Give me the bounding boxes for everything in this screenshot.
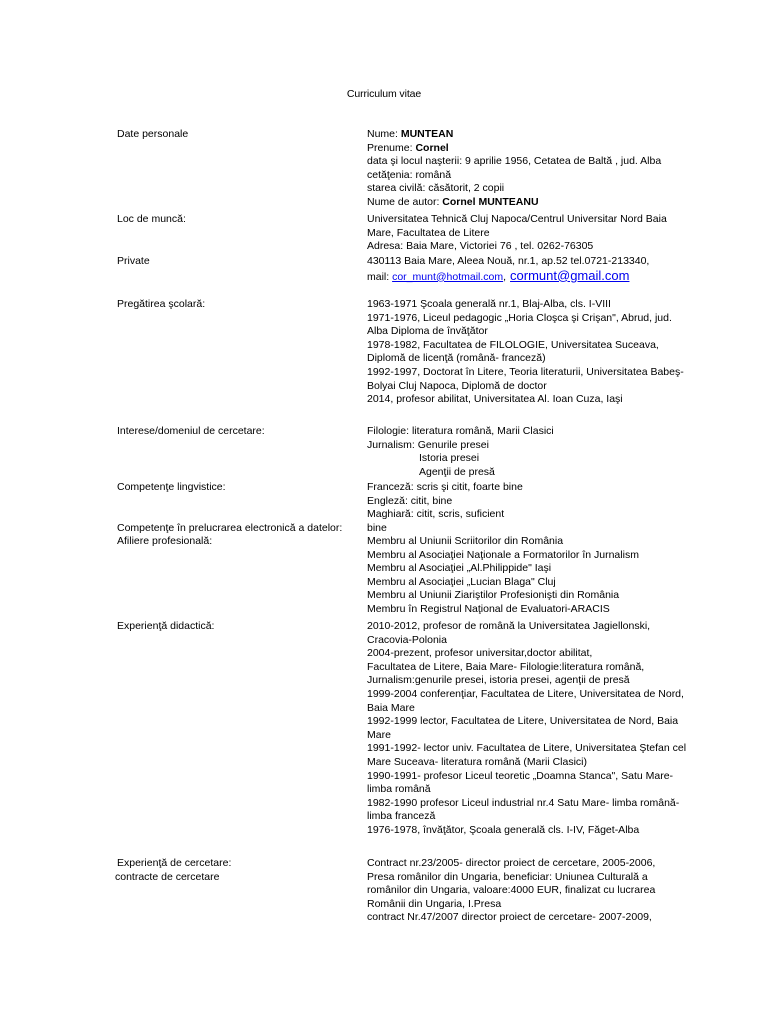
author-name-line [367,196,661,210]
teaching-line: 2010-2012, profesor de română la Universitatea Jagiellonski, [367,620,651,632]
affiliation-line: Membru al Uniunii Ziariştilor Profesionişti din România [367,589,620,602]
email-separator: , [503,270,507,283]
email-link-gmail[interactable]: cormunt@gmail.com [510,267,630,283]
education-line: Diplomă de licenţă (română- franceză) [367,352,546,365]
research-values [367,857,655,925]
work-line: Adresa: Baia Mare, Victoriei 76 , tel. 0262-76305 [367,240,594,253]
work-line: Universitatea Tehnică Cluj Napoca/Centrul Universitar Nord Baia [367,213,667,225]
research-line: românilor din Ungaria, valoare:4000 EUR, finalizat cu lucrarea [367,884,656,897]
teaching-line: Cracovia-Polonia [367,633,447,646]
teaching-line: 1992-1999 lector, Facultatea de Litere, Universitatea de Nord, Baia [367,715,679,728]
research-line: Românii din Ungaria, I.Presa [367,897,502,910]
languages-label: Competenţe lingvistice: [117,481,226,493]
interest-line: Agenţii de presă [419,465,495,478]
affiliation-line: Membru al Asociaţiei „Al.Philippide" Iaşi [367,562,552,575]
mail-label: mail: [367,270,393,283]
languages-values [367,481,523,522]
teaching-line: 1999-2004 conferenţiar, Facultatea de Litere, Universitatea de Nord, [367,687,684,700]
teaching-line: 2004-prezent, profesor universitar,doctor abilitat, [367,647,593,660]
research-contracts-label: contracte de cercetare [115,870,220,883]
civil-status-line: starea civilă: căsătorit, 2 copii [367,182,505,195]
teaching-line: Baia Mare [367,701,415,714]
research-interests-values [367,425,554,479]
education-line: Alba Diploma de învăţător [367,325,488,338]
interest-line: Istoria presei [419,452,480,465]
affiliation-line: Membru al Asociaţiei Naţionale a Formatorilor în Jurnalism [367,548,639,561]
teaching-line: Mare Suceava- literatura română (Marii Clasici) [367,755,587,768]
teaching-line: Jurnalism:genurile presei, istoria presei, agenţii de presă [367,674,630,687]
research-line: contract Nr.47/2007 director proiect de cercetare- 2007-2009, [367,911,652,924]
teaching-line: limba franceză [367,810,436,823]
email-link-hotmail[interactable]: cor_munt@hotmail.com [392,270,504,283]
surname: MUNTEAN [400,128,454,140]
document-title: Curriculum vitae [346,88,422,100]
teaching-line: 1991-1992- lector univ. Facultatea de Litere, Universitatea Ştefan cel [367,742,687,755]
computer-skills-label: Competenţe în prelucrarea electronică a datelor: [117,522,343,534]
firstname-label: Prenume: [367,141,416,154]
citizenship-line: cetăţenia: română [367,168,452,181]
affiliation-values [367,535,639,617]
name-line [367,128,661,142]
education-line: 1971-1976, Liceul pedagogic „Horia Cloşca şi Crişan", Abrud, jud. [367,311,672,324]
author-name: Cornel MUNTEANU [442,195,539,208]
research-line: Presa românilor din Ungaria, beneficiar: Uniunea Culturală a [367,870,648,883]
work-label: Loc de muncă: [117,213,186,225]
education-line: 1992-1997, Doctorat în Litere, Teoria literaturii, Universitatea Babeş- [367,365,684,378]
teaching-line: 1990-1991- profesor Liceul teoretic „Doamna Stanca", Satu Mare- [367,769,674,782]
work-values [367,213,667,254]
affiliation-label: Afiliere profesională: [117,535,213,547]
research-interests-label: Interese/domeniul de cercetare: [117,425,265,437]
research-line: Contract nr.23/2005- director proiect de cercetare, 2005-2006, [367,857,656,869]
research-label-line: Experienţă de cercetare: [117,857,232,869]
education-line: 1963-1971 Şcoala generală nr.1, Blaj-Alba, cls. I-VIII [367,298,611,310]
education-line: 1978-1982, Facultatea de FILOLOGIE, Universitatea Suceava, [367,338,659,351]
private-values [367,255,649,285]
affiliation-line: Membru al Uniunii Scriitorilor din România [367,535,564,547]
teaching-line: 1982-1990 profesor Liceul industrial nr.4 Satu Mare- limba română- [367,796,680,809]
research-label [117,857,231,884]
name-label: Nume: [367,128,401,140]
teaching-line: 1976-1978, învăţător, Şcoala generală cls. I-IV, Făget-Alba [367,823,640,836]
education-line: Bolyai Cluj Napoca, Diplomă de doctor [367,379,547,392]
language-line: Franceză: scris şi citit, foarte bine [367,481,523,493]
work-line: Mare, Facultatea de Litere [367,226,490,239]
education-label: Pregătirea şcolară: [117,298,206,310]
affiliation-line: Membru al Asociaţiei „Lucian Blaga" Cluj [367,575,556,588]
language-line: Engleză: citit, bine [367,494,453,507]
interest-line: Filologie: literatura română, Marii Clasici [367,425,554,437]
language-line: Maghiară: citit, scris, suficient [367,508,505,521]
computer-skills-value: bine [367,522,387,534]
personal-label: Date personale [117,128,189,140]
personal-values [367,128,661,210]
teaching-line: Mare [367,728,391,741]
birth-line: data şi locul naşterii: 9 aprilie 1956, Cetatea de Baltă , jud. Alba [367,155,662,168]
affiliation-line: Membru în Registrul Naţional de Evaluatori-ARACIS [367,602,610,615]
education-values [367,298,684,407]
interest-line: Jurnalism: Genurile presei [367,438,489,451]
firstname: Cornel [415,141,449,154]
teaching-label: Experienţă didactică: [117,620,215,632]
private-address: 430113 Baia Mare, Aleea Nouă, nr.1, ap.52 tel.0721-213340, [367,255,650,267]
mail-line [367,269,649,285]
firstname-line [367,142,661,156]
author-label: Nume de autor: [367,195,443,208]
teaching-line: Facultatea de Litere, Baia Mare- Filologie:literatura română, [367,660,645,673]
education-line: 2014, profesor abilitat, Universitatea Al. Ioan Cuza, Iaşi [367,393,623,406]
teaching-values [367,620,686,838]
private-label: Private [117,255,150,267]
teaching-line: limba română [367,783,431,796]
